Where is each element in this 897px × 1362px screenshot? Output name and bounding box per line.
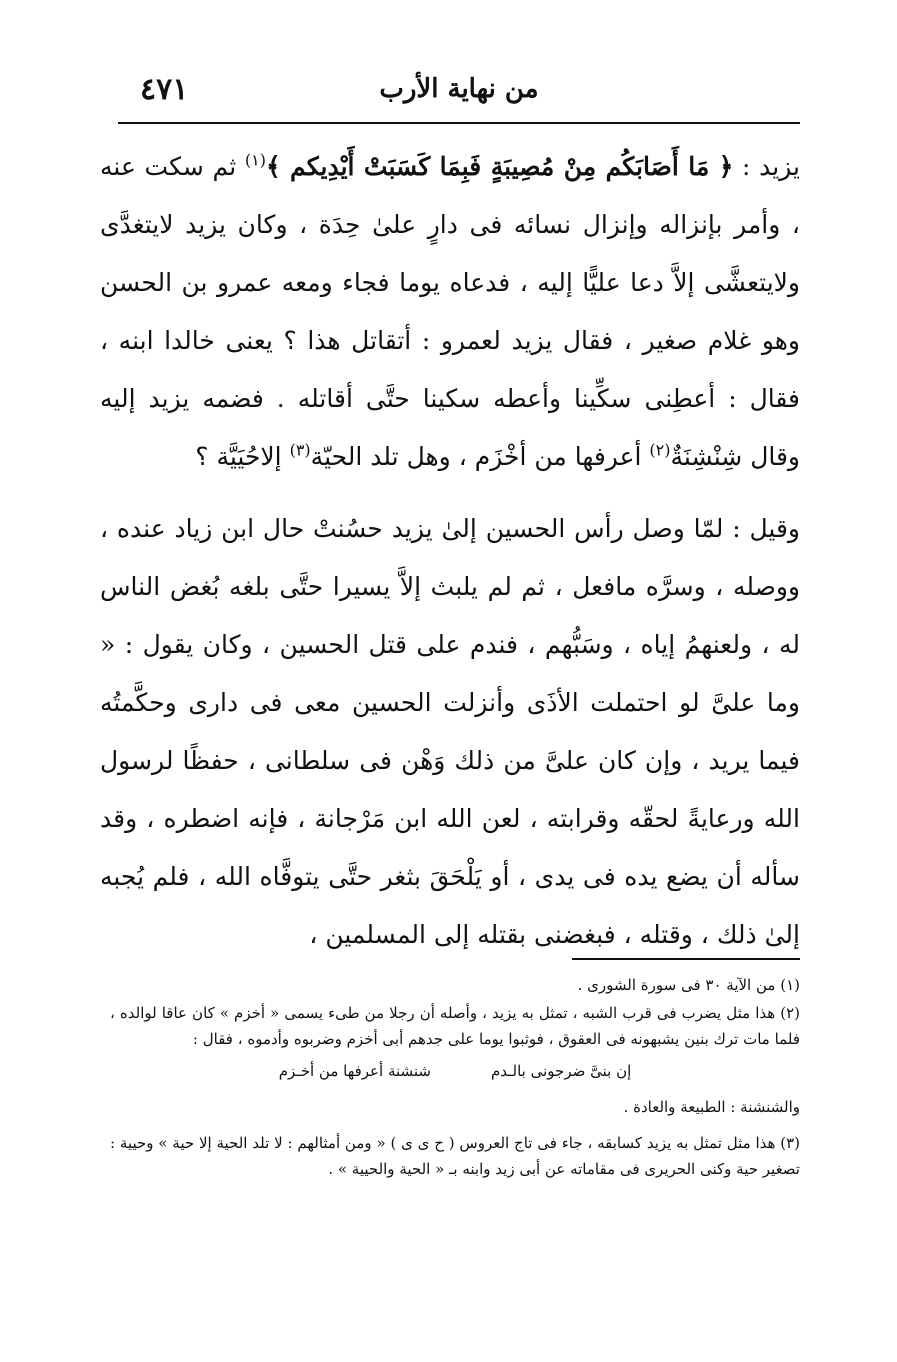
page-number: ٤٧١ [140, 72, 189, 107]
footnote-1: (١) من الآية ٣٠ فى سورة الشورى . [577, 976, 800, 994]
paragraph-2: وقيل : لمّا وصل رأس الحسين إلىٰ يزيد حسُنتْ حال ابن زياد عنده ، ووصله ، وسرَّه مافعل ، ثم لم يلبث إلاَّ يسيرا حتَّى بلغه بُغض الناس له ، ولعنهمُ إياه ، وسَبُّهم ، فندم على قتل الحسين ، وكان يقول : « وما علىَّ لو احتملت الأذَى وأنزلت الحسين معى فى دارى وحكَّمتُه فيما يريد ، وإن كان علىَّ من ذلك وَهْن فى سلطانى ، حفظًا لرسول الله ورعايةً لحقّه وقرابته ، لعن الله ابن مَرْجانة ، فإنه اضطره ، وقد سأله أن يضع يده فى يدى ، أو يَلْحَقَ بثغر حتَّى يتوفَّاه الله ، فلم يُجبه إلىٰ ذلك ، وقتله ، فبغضنى بقتله إلى المسلمين ، [100, 514, 800, 949]
footnote-rule [572, 958, 800, 960]
footnote-marker-2: (٢) [649, 440, 671, 460]
footnote-2: (٢) هذا مثل يضرب فى قرب الشبه ، تمثل به يزيد ، وأصله أن رجلا من طىء يسمى « أخزم » كان عاقا لوالده ، فلما مات ترك بنين يشبهونه فى العقوق ، فوثبوا يوما على جدهم أبى أخزم وضربوه وأدموه ، فقال : [110, 1004, 800, 1048]
quran-quote: ﴿ مَا أَصَابَكُم مِنْ مُصِيبَةٍ فَبِمَا كَسَبَتْ أَيْدِيكم ﴾ [265, 152, 734, 181]
verse-second-hemistich: شنشنة أعرفها من أخـزم [278, 1062, 431, 1080]
footnote-2-verse [110, 1058, 800, 1084]
main-text [100, 138, 800, 964]
paragraph-1-text-c: إلاحُيَيَّة ؟ [195, 442, 290, 471]
paragraph-1-text-a: ثم سكت عنه ، وأمر بإنزاله وإنزال نسائه فى دارٍ علىٰ حِدَة ، وكان يزيد لايتغدَّى ولايتعشَّى إلاَّ دعا عليًّا إليه ، فدعاه يوما فجاء ومعه عمرو بن الحسن وهو غلام صغير ، فقال يزيد لعمرو : أتقاتل هذا ؟ يعنى خالدا ابنه ، فقال : أعطِنى سكِّينا وأعطه سكينا حتَّى أقاتله . فضمه يزيد إليه وقال شِنْشِنَةٌ [100, 152, 800, 471]
footnote-marker-1: (١) [244, 150, 266, 170]
paragraph-1 [100, 138, 800, 486]
header-rule [118, 122, 800, 124]
footnote-3: (٣) هذا مثل تمثل به يزيد كسابقه ، جاء فى تاج العروس ( ح ى ى ) « ومن أمثالهم : لا تلد الحية إلا حية » وحيية : تصغير حية وكنى الحريرى فى مقاماته عن أبى زيد وابنه بـ « الحية والحيية » . [110, 1134, 800, 1178]
running-title: من نهاية الأرب [379, 74, 539, 104]
footnote-2-gloss: والشنشنة : الطبيعة والعادة . [623, 1098, 800, 1116]
footnote-marker-3: (٣) [289, 440, 311, 460]
footnotes [110, 972, 800, 1182]
page-header [118, 58, 800, 118]
paragraph-1-lead: يزيد : [733, 152, 801, 181]
verse-first-hemistich: إن بنىَّ ضرجونى بالـدم [490, 1062, 632, 1080]
paragraph-1-text-b: أعرفها من أخْزَم ، وهل تلد الحيّة [310, 442, 650, 471]
